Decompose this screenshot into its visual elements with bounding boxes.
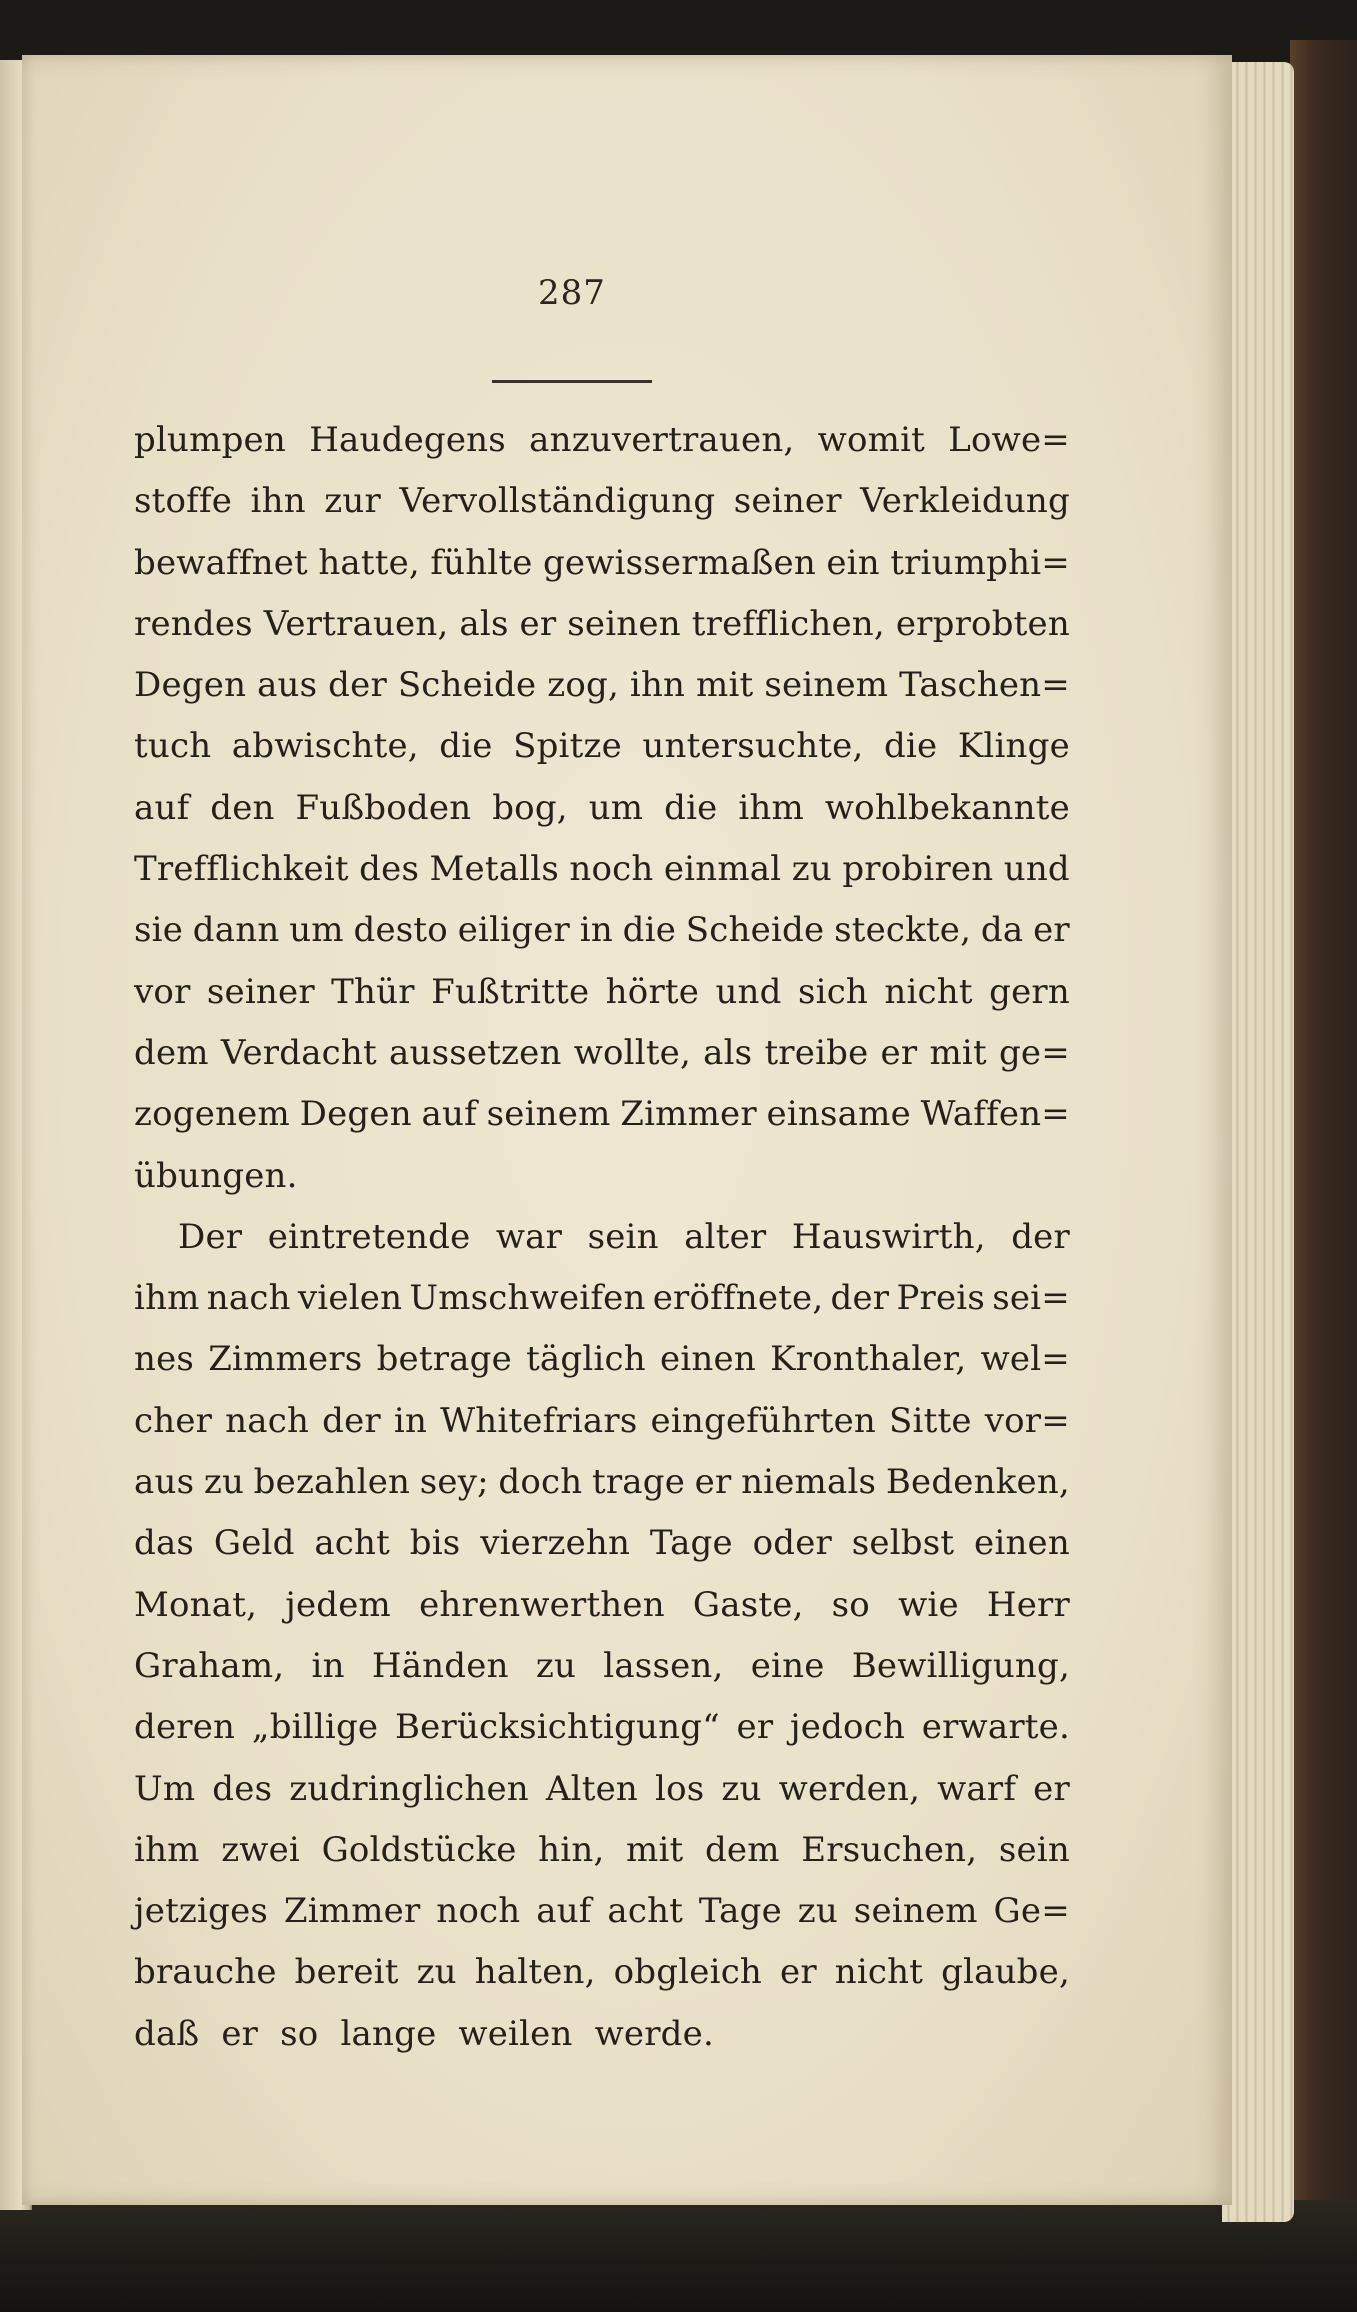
- word: auf: [536, 1891, 592, 1932]
- text-line: [134, 1094, 1070, 1155]
- word: Waffen=: [920, 1094, 1070, 1135]
- word: Bewilligung,: [851, 1645, 1070, 1686]
- word: steckte,: [834, 910, 972, 951]
- word: Hauswirth,: [791, 1216, 986, 1257]
- word: zu: [797, 1891, 838, 1932]
- word: weilen: [458, 2013, 573, 2054]
- word: hatte,: [318, 542, 420, 583]
- word: vielen: [297, 1278, 403, 1319]
- book-page: [22, 55, 1232, 2205]
- word: noch: [436, 1891, 521, 1932]
- word: selbst: [851, 1523, 955, 1564]
- word: um: [588, 787, 644, 828]
- word: zwei: [221, 1829, 300, 1870]
- word: Thür: [331, 971, 415, 1012]
- word: sich: [797, 971, 869, 1012]
- word: obgleich: [613, 1952, 763, 1993]
- word: Graham,: [134, 1645, 285, 1686]
- word: so: [280, 2013, 319, 2054]
- word: eingeführten: [650, 1400, 877, 1441]
- word: vor: [134, 971, 191, 1012]
- word: die: [883, 726, 938, 767]
- word: eiliger: [457, 910, 570, 951]
- word: ihm: [738, 787, 804, 828]
- word: und: [715, 971, 782, 1012]
- word: tuch: [134, 726, 212, 767]
- word: Lowe=: [948, 420, 1070, 460]
- word: Händen: [371, 1645, 509, 1686]
- word: Umschweifen: [409, 1278, 646, 1319]
- word: niemals: [741, 1462, 877, 1503]
- text-line: [134, 420, 1070, 481]
- word: Preis: [896, 1278, 986, 1319]
- word: als: [459, 603, 509, 644]
- word: sie: [134, 910, 184, 951]
- word: alter: [684, 1216, 767, 1257]
- word: um: [289, 910, 344, 951]
- text-line: [134, 1707, 1070, 1768]
- word: übungen.: [134, 1155, 298, 1196]
- header-rule: [492, 380, 652, 383]
- word: aussetzen: [389, 1032, 562, 1073]
- text-line: [134, 1339, 1070, 1400]
- text-line: [134, 788, 1070, 849]
- word: abwischte,: [231, 726, 419, 767]
- word: Kronthaler,: [770, 1339, 967, 1380]
- word: so: [831, 1584, 870, 1625]
- word: da: [980, 910, 1024, 951]
- word: Fußboden: [295, 787, 472, 828]
- word: plumpen: [134, 420, 286, 460]
- word: nicht: [834, 1952, 924, 1993]
- word: der: [1011, 1216, 1070, 1257]
- text-line: [134, 2014, 1070, 2075]
- word: erprobten: [895, 603, 1070, 644]
- word: Trefflichkeit: [134, 849, 349, 890]
- word: er: [780, 1952, 817, 1993]
- word: das: [134, 1523, 195, 1564]
- word: jedoch: [790, 1707, 906, 1748]
- word: Scheide: [685, 910, 825, 951]
- word: ihn: [250, 481, 306, 522]
- word: gern: [989, 971, 1070, 1012]
- word: seiner: [206, 971, 315, 1012]
- text-line: [134, 1952, 1070, 2013]
- word: mit: [929, 1032, 987, 1073]
- text-line: [134, 665, 1070, 726]
- text-line: [134, 543, 1070, 604]
- book-cover-edge: [1290, 40, 1357, 2240]
- word: jedem: [285, 1584, 391, 1625]
- word: wollte,: [573, 1032, 692, 1073]
- word: die: [664, 787, 718, 828]
- word: er: [1033, 1768, 1070, 1809]
- word: lange: [340, 2013, 437, 2054]
- word: Vervollständigung: [399, 481, 716, 522]
- text-line: [134, 1523, 1070, 1584]
- word: zog,: [547, 665, 619, 706]
- word: lassen,: [603, 1645, 724, 1686]
- word: probiren: [842, 849, 994, 890]
- word: gewissermaßen: [542, 542, 816, 583]
- word: anzuvertrauen,: [529, 420, 795, 460]
- word: Zimmer: [283, 1891, 421, 1932]
- word: Zimmer: [620, 1094, 757, 1135]
- word: ehrenwerthen: [419, 1584, 665, 1625]
- word: den: [210, 787, 275, 828]
- page-stack-edges: [1222, 62, 1294, 2222]
- word: zu: [416, 1952, 457, 1993]
- word: eine: [750, 1645, 825, 1686]
- text-line: [134, 910, 1070, 971]
- word: zogenem: [134, 1094, 290, 1135]
- text-line: [134, 849, 1070, 910]
- word: werden,: [778, 1768, 921, 1809]
- word: cher: [134, 1400, 213, 1441]
- word: bereit: [294, 1952, 399, 1993]
- word: dem: [704, 1829, 780, 1870]
- word: der: [322, 1400, 381, 1441]
- word: die: [439, 726, 493, 767]
- word: vierzehn: [480, 1523, 631, 1564]
- word: ihm: [134, 1278, 200, 1319]
- word: deren: [134, 1707, 236, 1748]
- word: los: [655, 1768, 705, 1809]
- word: trefflichen,: [691, 603, 885, 644]
- word: Taschen=: [899, 665, 1070, 706]
- word: Geld: [213, 1523, 295, 1564]
- word: noch: [569, 849, 654, 890]
- word: eröffnete,: [652, 1278, 824, 1319]
- word: dem: [134, 1032, 209, 1073]
- word: bezahlen: [253, 1462, 411, 1503]
- word: Metalls: [429, 849, 559, 890]
- word: seinem: [853, 1891, 978, 1932]
- word: treibe: [764, 1032, 869, 1073]
- word: nach: [225, 1400, 310, 1441]
- word: des: [212, 1768, 273, 1809]
- text-line: [134, 1156, 1070, 1217]
- word: stoffe: [134, 481, 233, 522]
- text-line: [134, 481, 1070, 542]
- word: ihm: [134, 1829, 200, 1870]
- word: oder: [752, 1523, 833, 1564]
- word: werde.: [594, 2013, 714, 2054]
- word: Goldstücke: [321, 1829, 517, 1870]
- word: wie: [898, 1584, 959, 1625]
- word: trage: [591, 1462, 686, 1503]
- word: Vertrauen,: [263, 603, 449, 644]
- word: rendes: [134, 603, 253, 644]
- word: er: [880, 1032, 918, 1073]
- word: triumphi=: [890, 542, 1070, 583]
- word: halten,: [474, 1952, 596, 1993]
- word: Degen: [134, 665, 247, 706]
- word: war: [495, 1216, 563, 1257]
- word: vor=: [984, 1400, 1070, 1441]
- word: Verdacht: [220, 1032, 377, 1073]
- word: Tage: [649, 1523, 733, 1564]
- text-line: [134, 726, 1070, 787]
- word: Klinge: [957, 726, 1070, 767]
- word: daß: [134, 2013, 200, 2054]
- text-line: [134, 1830, 1070, 1891]
- word: einen: [974, 1523, 1070, 1564]
- word: zu: [721, 1768, 762, 1809]
- text-line: [134, 972, 1070, 1033]
- word: Monat,: [134, 1584, 258, 1625]
- word: täglich: [526, 1339, 646, 1380]
- word: acht: [607, 1891, 684, 1932]
- word: acht: [314, 1523, 391, 1564]
- text-line: [134, 1646, 1070, 1707]
- word: wohlbekannte: [824, 787, 1070, 828]
- word: einen: [660, 1339, 756, 1380]
- word: bewaffnet: [134, 542, 308, 583]
- word: in: [393, 1400, 428, 1441]
- text-line: [134, 1033, 1070, 1094]
- word: „billige: [251, 1707, 379, 1748]
- word: Tage: [698, 1891, 782, 1932]
- word: Fußtritte: [431, 971, 590, 1012]
- word: sey;: [419, 1462, 489, 1503]
- text-line: [134, 1217, 1070, 1278]
- word: Spitze: [513, 726, 622, 767]
- word: zu: [203, 1462, 245, 1503]
- word: sei=: [992, 1278, 1070, 1319]
- word: erwarte.: [921, 1707, 1070, 1748]
- word: Bedenken,: [885, 1462, 1070, 1503]
- word: seiner: [733, 481, 842, 522]
- word: wel=: [980, 1339, 1070, 1380]
- word: sein: [587, 1216, 659, 1257]
- word: bis: [409, 1523, 461, 1564]
- word: Herr: [986, 1584, 1070, 1625]
- word: nes: [134, 1339, 195, 1380]
- word: Ge=: [993, 1891, 1070, 1932]
- word: zur: [324, 481, 381, 522]
- word: seinem: [764, 665, 889, 706]
- word: sein: [998, 1829, 1070, 1870]
- text-line: [134, 1462, 1070, 1523]
- word: womit: [817, 420, 926, 460]
- word: einsame: [766, 1094, 911, 1135]
- word: auf: [134, 787, 190, 828]
- text-line: [134, 604, 1070, 665]
- word: jetziges: [134, 1891, 269, 1932]
- word: Sitte: [889, 1400, 972, 1441]
- word: Berücksichtigung“: [394, 1707, 720, 1748]
- text-line: [134, 1585, 1070, 1646]
- word: eintretende: [267, 1216, 471, 1257]
- word: mit: [696, 665, 754, 706]
- word: Alten: [545, 1768, 639, 1809]
- word: der: [830, 1278, 890, 1319]
- word: dann: [192, 910, 280, 951]
- word: brauche: [134, 1952, 277, 1993]
- word: Scheide: [397, 665, 537, 706]
- word: Gaste,: [692, 1584, 804, 1625]
- word: hörte: [605, 971, 700, 1012]
- page-number: 287: [538, 273, 606, 313]
- text-line: [134, 1891, 1070, 1952]
- word: Ersuchen,: [801, 1829, 978, 1870]
- word: Um: [134, 1768, 196, 1809]
- word: er: [1033, 910, 1070, 951]
- word: einmal: [663, 849, 782, 890]
- word: Zimmers: [208, 1339, 363, 1380]
- body-text: [134, 420, 1070, 2075]
- word: in: [311, 1645, 345, 1686]
- word: zudringlichen: [289, 1768, 529, 1809]
- word: er: [221, 2013, 259, 2054]
- text-line: [134, 1769, 1070, 1830]
- word: er: [736, 1707, 774, 1748]
- word: desto: [353, 910, 448, 951]
- word: glaube,: [941, 1952, 1070, 1993]
- word: warf: [937, 1768, 1017, 1809]
- word: er: [519, 603, 557, 644]
- word: mit: [626, 1829, 684, 1870]
- word: Verkleidung: [860, 481, 1070, 522]
- word: betrage: [376, 1339, 512, 1380]
- word: ihn: [629, 665, 686, 706]
- word: Der: [178, 1216, 243, 1257]
- word: als: [703, 1032, 753, 1073]
- word: auf: [421, 1094, 477, 1135]
- text-line: [134, 1401, 1070, 1462]
- word: Degen: [299, 1094, 412, 1135]
- word: er: [694, 1462, 732, 1503]
- word: der: [328, 665, 387, 706]
- book-cover-bottom: [0, 2200, 1357, 2312]
- word: bog,: [492, 787, 568, 828]
- word: nach: [206, 1278, 291, 1319]
- word: zu: [535, 1645, 577, 1686]
- word: nicht: [884, 971, 973, 1012]
- word: aus: [257, 665, 318, 706]
- word: fühlte: [430, 542, 533, 583]
- word: zu: [791, 849, 832, 890]
- word: und: [1003, 849, 1070, 890]
- word: untersuchte,: [642, 726, 864, 767]
- text-line: [134, 1278, 1070, 1339]
- word: seinem: [486, 1094, 611, 1135]
- word: in: [579, 910, 613, 951]
- word: seinen: [567, 603, 681, 644]
- word: Haudegens: [309, 420, 506, 460]
- word: doch: [498, 1462, 583, 1503]
- word: ge=: [998, 1032, 1070, 1073]
- word: aus: [134, 1462, 195, 1503]
- word: des: [359, 849, 420, 890]
- word: die: [622, 910, 677, 951]
- word: Whitefriars: [440, 1400, 638, 1441]
- word: ein: [826, 542, 880, 583]
- word: hin,: [538, 1829, 605, 1870]
